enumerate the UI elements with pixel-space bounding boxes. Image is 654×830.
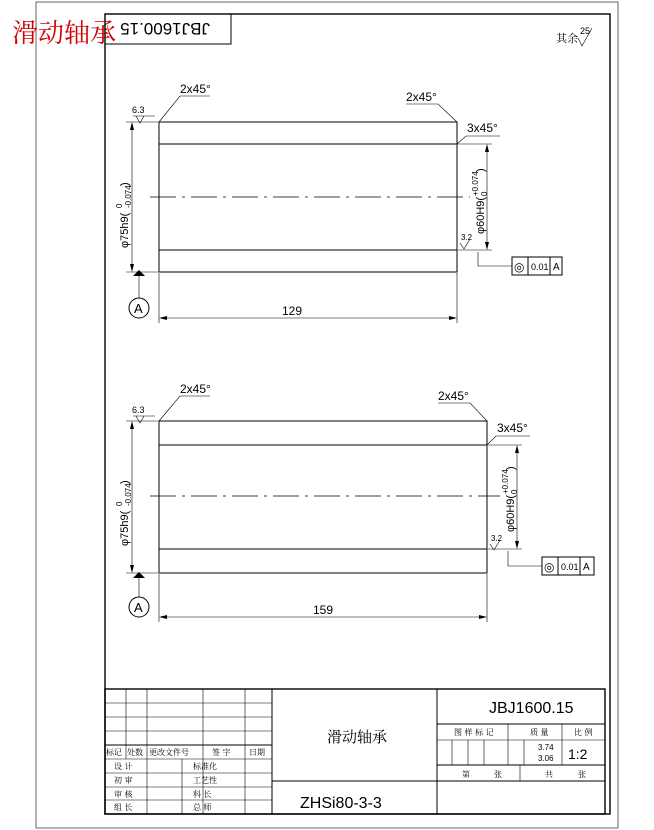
- series-no: ZHSi80-3-3: [300, 795, 382, 812]
- tol-leader-1: [478, 252, 512, 266]
- sign-standard: 标准化: [193, 762, 217, 771]
- tol-value-2: 0.01: [561, 562, 579, 572]
- arrow-outer-top-1: [130, 122, 134, 130]
- roughness-bore-2: 3.2: [491, 534, 503, 543]
- roughness-bore-1: 3.2: [461, 233, 473, 242]
- sign-review2: 审 核: [114, 790, 133, 799]
- rev-h-file: 更改文件号: [149, 748, 189, 757]
- mass-1: 3.74: [538, 743, 554, 752]
- arrow-inner-top-2: [515, 445, 519, 453]
- rev-h-date: 日期: [249, 748, 265, 757]
- roughness-left-2: 6.3: [132, 405, 145, 415]
- inner-dia-close-2: ): [505, 466, 517, 470]
- scale: 1:2: [568, 746, 588, 762]
- datum-2: A: [134, 600, 143, 615]
- chamfer-leader-right-2: [438, 403, 487, 421]
- total-unit: 张: [578, 770, 586, 779]
- tol-datum-2: A: [583, 562, 590, 573]
- sign-chief: 总 师: [193, 803, 212, 812]
- arrow-outer-bot-2: [130, 565, 134, 573]
- chamfer-leader-left-1: [159, 96, 210, 122]
- chamfer-leader-bore-1: [457, 136, 500, 144]
- inner-dia-2: φ60H9(: [505, 494, 517, 532]
- sign-leader: 组 长: [114, 803, 133, 812]
- sheet-label: 第: [462, 770, 470, 779]
- arrow-outer-bot-1: [130, 264, 134, 272]
- section-view-2: [115, 382, 594, 622]
- sign-review1: 初 审: [114, 776, 133, 785]
- col-mass: 质 量: [530, 728, 549, 737]
- outer-dia-2: φ75h9(: [119, 510, 131, 546]
- chamfer-right-1: 2x45°: [406, 90, 437, 104]
- arrow-inner-top-1: [485, 144, 489, 152]
- chamfer-bore-1: 3x45°: [467, 121, 498, 135]
- tol-value-1: 0.01: [531, 262, 549, 272]
- inner-dia-tol-lower-1: 0: [480, 191, 489, 196]
- datum-triangle-1: [133, 270, 145, 276]
- tol-datum-1: A: [553, 262, 560, 273]
- arrow-outer-top-2: [130, 421, 134, 429]
- inner-dia-tol-upper-1: +0.074: [471, 171, 480, 196]
- arrow-len-left-1: [159, 316, 167, 320]
- arrow-len-right-2: [479, 615, 487, 619]
- wall-bottom-2: [159, 549, 487, 573]
- chamfer-leader-right-1: [406, 104, 457, 122]
- outer-dia-1: φ75h9(: [119, 212, 131, 248]
- surface-value: 25: [580, 26, 591, 36]
- chamfer-bore-2: 3x45°: [497, 421, 528, 435]
- sheet-unit: 张: [494, 770, 502, 779]
- drawing-no: JBJ1600.15: [489, 700, 574, 717]
- rev-h-count: 处数: [127, 748, 143, 757]
- chamfer-left-2: 2x45°: [180, 382, 211, 396]
- wall-bottom-1: [159, 250, 457, 272]
- title-block: [105, 689, 605, 814]
- outer-dia-tol-upper-2: 0: [115, 501, 124, 506]
- mass-2: 3.06: [538, 754, 554, 763]
- arrow-len-left-2: [159, 615, 167, 619]
- wall-top-2: [159, 421, 487, 445]
- outer-dia-tol-lower-1: -0.074: [124, 185, 133, 208]
- length-2: 159: [313, 603, 334, 617]
- inner-frame: [105, 14, 610, 814]
- outer-dia-close-2: ): [119, 480, 131, 484]
- arrow-inner-bot-1: [485, 242, 489, 250]
- col-stage: 图 样 标 记: [454, 728, 494, 737]
- roughness-left-1: 6.3: [132, 105, 145, 115]
- outer-dia-tol-upper-1: 0: [115, 203, 124, 208]
- tol-leader-2: [508, 551, 542, 566]
- col-scale: 比 例: [574, 728, 593, 737]
- surface-note: 其余: [556, 32, 578, 45]
- inner-dia-close-1: ): [475, 168, 487, 172]
- chamfer-leader-bore-2: [487, 436, 530, 445]
- chamfer-leader-left-2: [159, 396, 210, 421]
- tol-symbol-1: ◎: [514, 260, 525, 274]
- sign-design: 设 计: [114, 762, 133, 771]
- chamfer-left-1: 2x45°: [180, 82, 211, 96]
- arrow-inner-bot-2: [515, 541, 519, 549]
- wall-top-1: [159, 122, 457, 144]
- chamfer-right-2: 2x45°: [438, 389, 469, 403]
- length-1: 129: [282, 304, 303, 318]
- outer-dia-tol-lower-2: -0.074: [124, 483, 133, 506]
- inner-dia-tol-upper-2: +0.074: [501, 469, 510, 494]
- outer-dia-close-1: ): [119, 182, 131, 186]
- total-label: 共: [545, 770, 553, 779]
- rev-h-mark: 标记: [106, 748, 122, 757]
- arrow-len-right-1: [449, 316, 457, 320]
- section-view-1: [115, 82, 562, 323]
- inner-dia-tol-lower-2: 0: [510, 489, 519, 494]
- datum-1: A: [134, 301, 143, 316]
- sign-process: 工艺性: [193, 776, 217, 785]
- roughness-symbol-left-2: [133, 416, 155, 423]
- rev-h-sign: 签 字: [212, 748, 231, 757]
- part-name: 滑动轴承: [327, 728, 388, 746]
- watermark-title: 滑动轴承: [12, 19, 117, 49]
- rotated-code: JBJ1600.15: [120, 19, 210, 38]
- sign-section: 科 长: [193, 790, 212, 799]
- tol-symbol-2: ◎: [544, 560, 555, 574]
- inner-dia-1: φ60H9(: [475, 196, 487, 234]
